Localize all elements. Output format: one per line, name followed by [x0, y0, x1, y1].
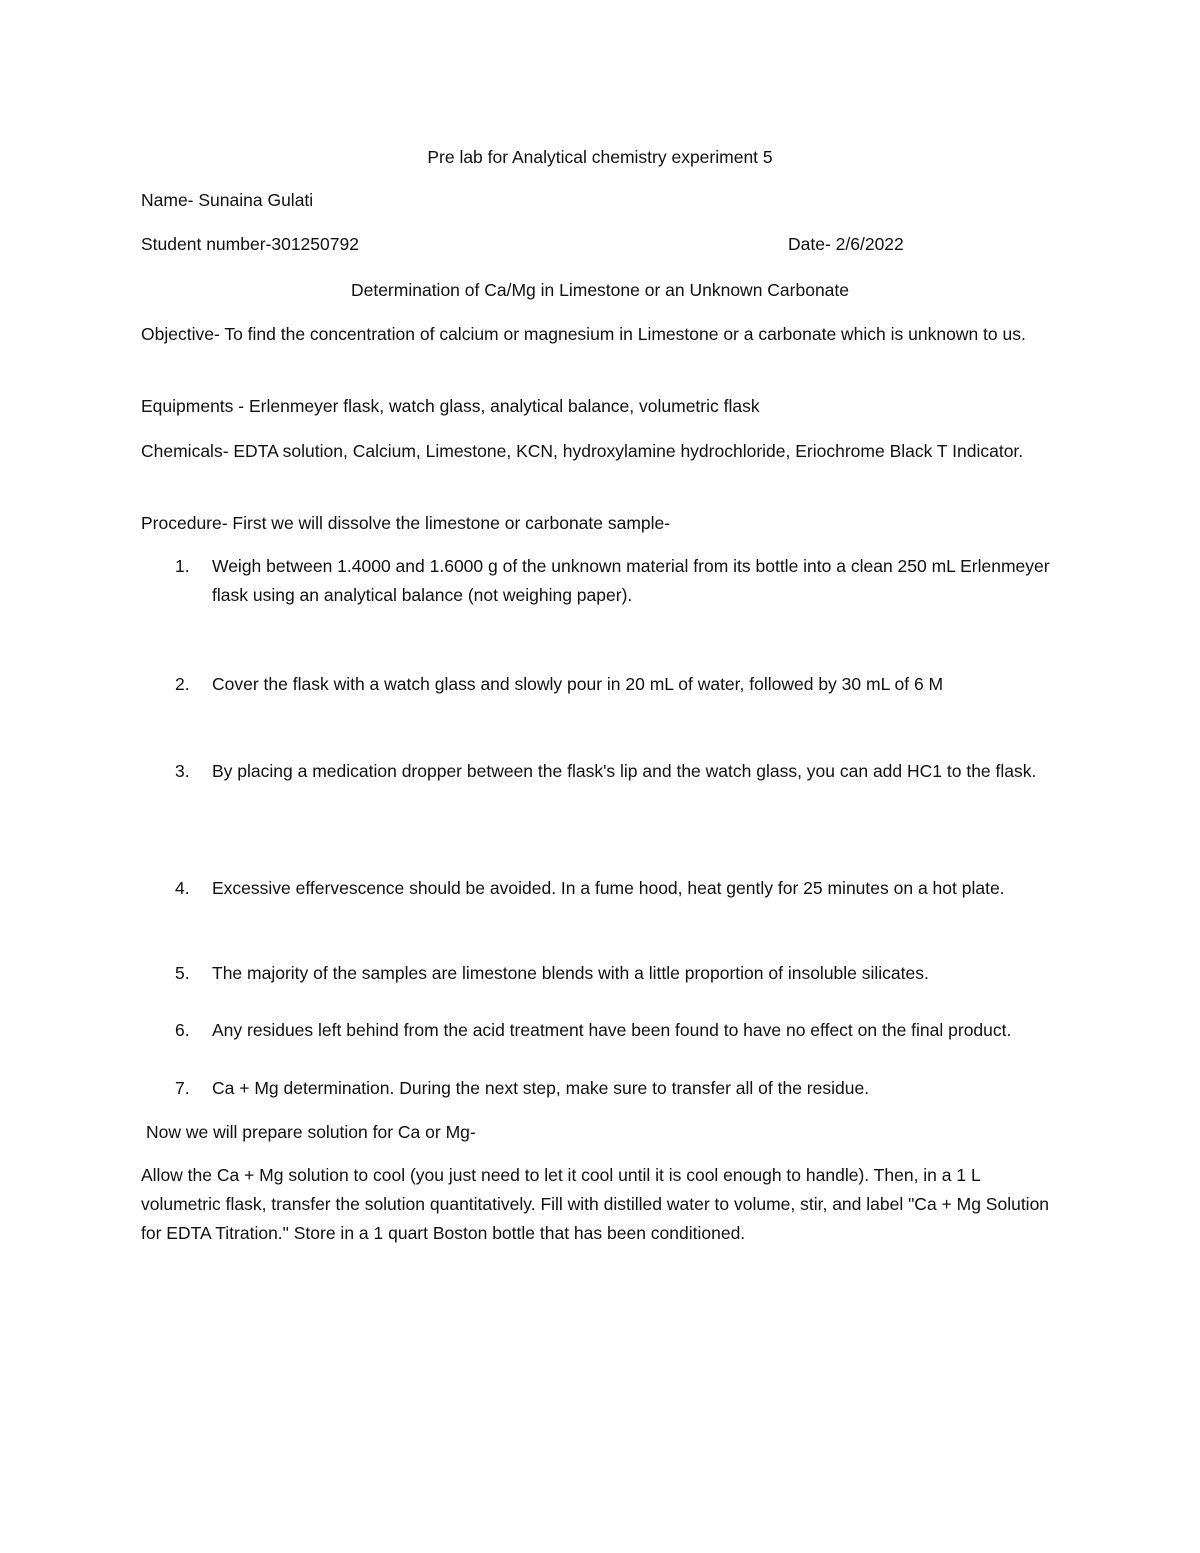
step-number: 7.: [175, 1078, 190, 1098]
student-name: Name- Sunaina Gulati: [141, 190, 314, 210]
step-text: Any residues left behind from the acid treatment have been found to have no effect on the final product.: [212, 1020, 1012, 1040]
student-number: Student number-301250792: [141, 234, 359, 254]
step-text: Cover the flask with a watch glass and slowly pour in 20 mL of water, followed by 30 mL of 6 M: [212, 674, 944, 694]
step-text: The majority of the samples are limestone blends with a little proportion of insoluble silicates.: [212, 963, 929, 983]
prepare-solution-intro: Now we will prepare solution for Ca or Mg-: [146, 1122, 476, 1142]
step-number: 4.: [175, 878, 190, 898]
objective-paragraph: Objective- To find the concentration of calcium or magnesium in Limestone or a carbonate which is unknown to us.: [141, 324, 1026, 344]
chemicals-paragraph: Chemicals- EDTA solution, Calcium, Limestone, KCN, hydroxylamine hydrochloride, Eriochrome Black T Indicator.: [141, 441, 1024, 461]
step-text: Ca + Mg determination. During the next step, make sure to transfer all of the residue.: [212, 1078, 870, 1098]
step-number: 1.: [175, 556, 190, 576]
step-text: Weigh between 1.4000 and 1.6000 g of the unknown material from its bottle into a clean 250 mL Erlenmeyer flask using an analytical balance (not weighing paper).: [212, 556, 1050, 605]
step-number: 6.: [175, 1020, 190, 1040]
procedure-intro: Procedure- First we will dissolve the limestone or carbonate sample-: [141, 513, 671, 533]
equipments-paragraph: Equipments - Erlenmeyer flask, watch glass, analytical balance, volumetric flask: [141, 396, 760, 416]
step-number: 5.: [175, 963, 190, 983]
document-date: Date- 2/6/2022: [788, 234, 904, 254]
step-number: 2.: [175, 674, 190, 694]
document-title: Pre lab for Analytical chemistry experiment 5: [427, 147, 773, 167]
final-paragraph: Allow the Ca + Mg solution to cool (you just need to let it cool until it is cool enough to handle). Then, in a 1 L volumetric flask, transfer the solution quantitatively. Fill with distilled water to volume, stir, and label "Ca + Mg Solution for EDTA Titration." Store in a 1 quart Boston bottle that has been conditioned.: [141, 1165, 1050, 1243]
experiment-subtitle: Determination of Ca/Mg in Limestone or an Unknown Carbonate: [350, 280, 850, 300]
step-number: 3.: [175, 761, 190, 781]
step-text: By placing a medication dropper between the flask's lip and the watch glass, you can add HC1 to the flask.: [212, 761, 1037, 781]
step-text: Excessive effervescence should be avoided. In a fume hood, heat gently for 25 minutes on a hot plate.: [212, 878, 1005, 898]
